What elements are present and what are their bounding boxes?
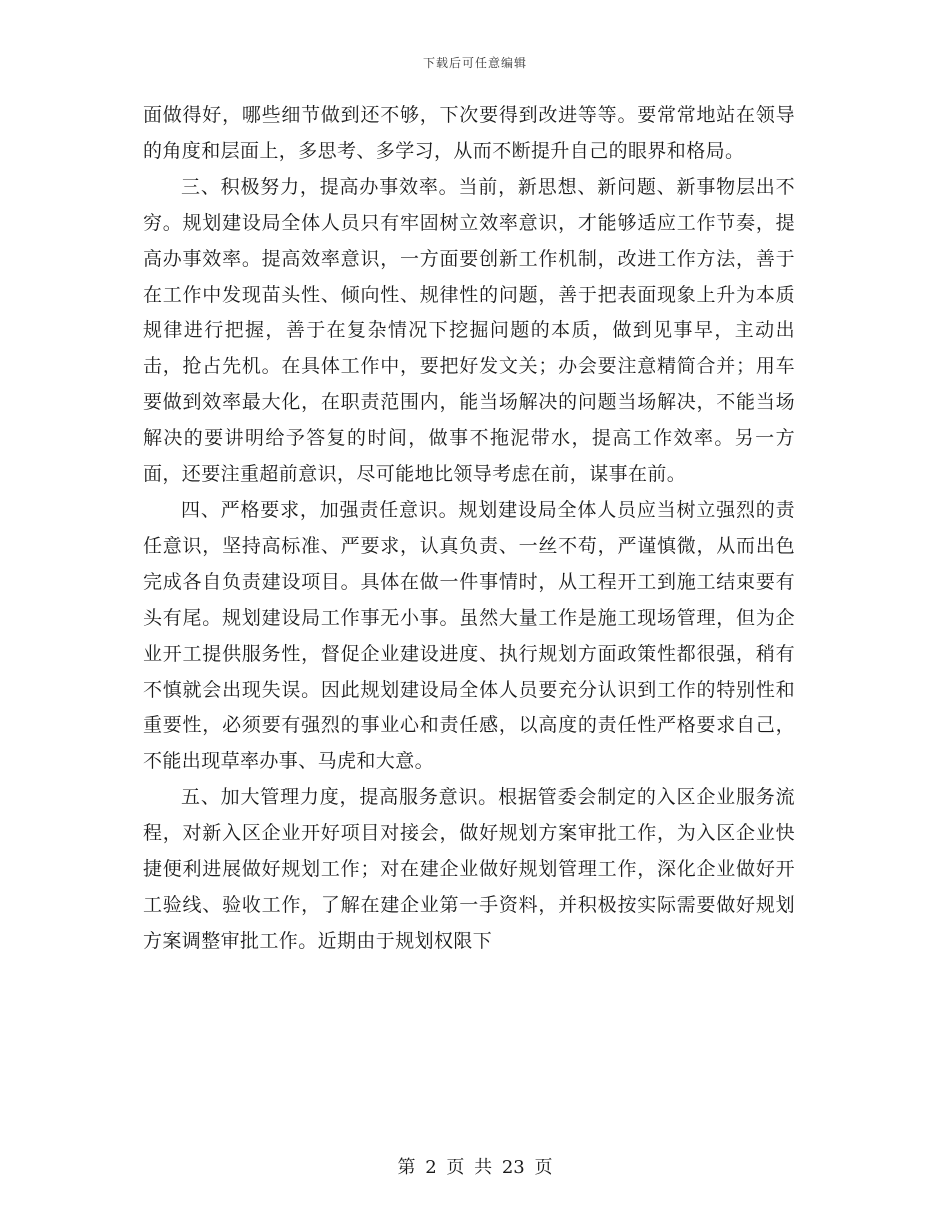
page-number-footer: 第 2 页 共 23 页 (397, 1157, 553, 1178)
page-header: 下载后可任意编辑 (422, 56, 527, 70)
document-body (143, 98, 795, 960)
paragraph-efficiency: 三、积极努力，提高办事效率。当前，新思想、新问题、新事物层出不穷。规划建设局全体人员只有牢固树立效率意识，才能够适应工作节奏，提高办事效率。提高效率意识，一方面要创新工作机制，改进工作方法，善于在工作中发现苗头性、倾向性、规律性的问题，善于把表面现象上升为本质规律进行把握，善于在复杂情况下挖掘问题的本质，做到见事早，主动出击，抢占先机。在具体工作中，要把好发文关；办会要注意精简合并；用车要做到效率最大化，在职责范围内，能当场解决的问题当场解决，不能当场解决的要讲明给予答复的时间，做事不拖泥带水，提高工作效率。另一方面，还要注重超前意识，尽可能地比领导考虑在前，谋事在前。 (143, 175, 795, 486)
paragraph-responsibility: 四、严格要求，加强责任意识。规划建设局全体人员应当树立强烈的责任意识，坚持高标准、严要求，认真负责、一丝不苟，严谨慎微，从而出色完成各自负责建设项目。具体在做一件事情时，从工程开工到施工结束要有头有尾。规划建设局工作事无小事。虽然大量工作是施工现场管理，但为企业开工提供服务性，督促企业建设进度、执行规划方面政策性都很强，稍有不慎就会出现失误。因此规划建设局全体人员要充分认识到工作的特别性和重要性，必须要有强烈的事业心和责任感，以高度的责任性严格要求自己，不能出现草率办事、马虎和大意。 (143, 498, 795, 773)
paragraph-management: 五、加大管理力度，提高服务意识。根据管委会制定的入区企业服务流程，对新入区企业开好项目对接会，做好规划方案审批工作，为入区企业快捷便利进展做好规划工作；对在建企业做好规划管理工作，深化企业做好开工验线、验收工作，了解在建企业第一手资料，并积极按实际需要做好规划方案调整审批工作。近期由于规划权限下 (143, 786, 795, 952)
paragraph-continuation: 面做得好，哪些细节做到还不够，下次要得到改进等等。要常常地站在领导的角度和层面上，多思考、多学习，从而不断提升自己的眼界和格局。 (143, 104, 795, 162)
